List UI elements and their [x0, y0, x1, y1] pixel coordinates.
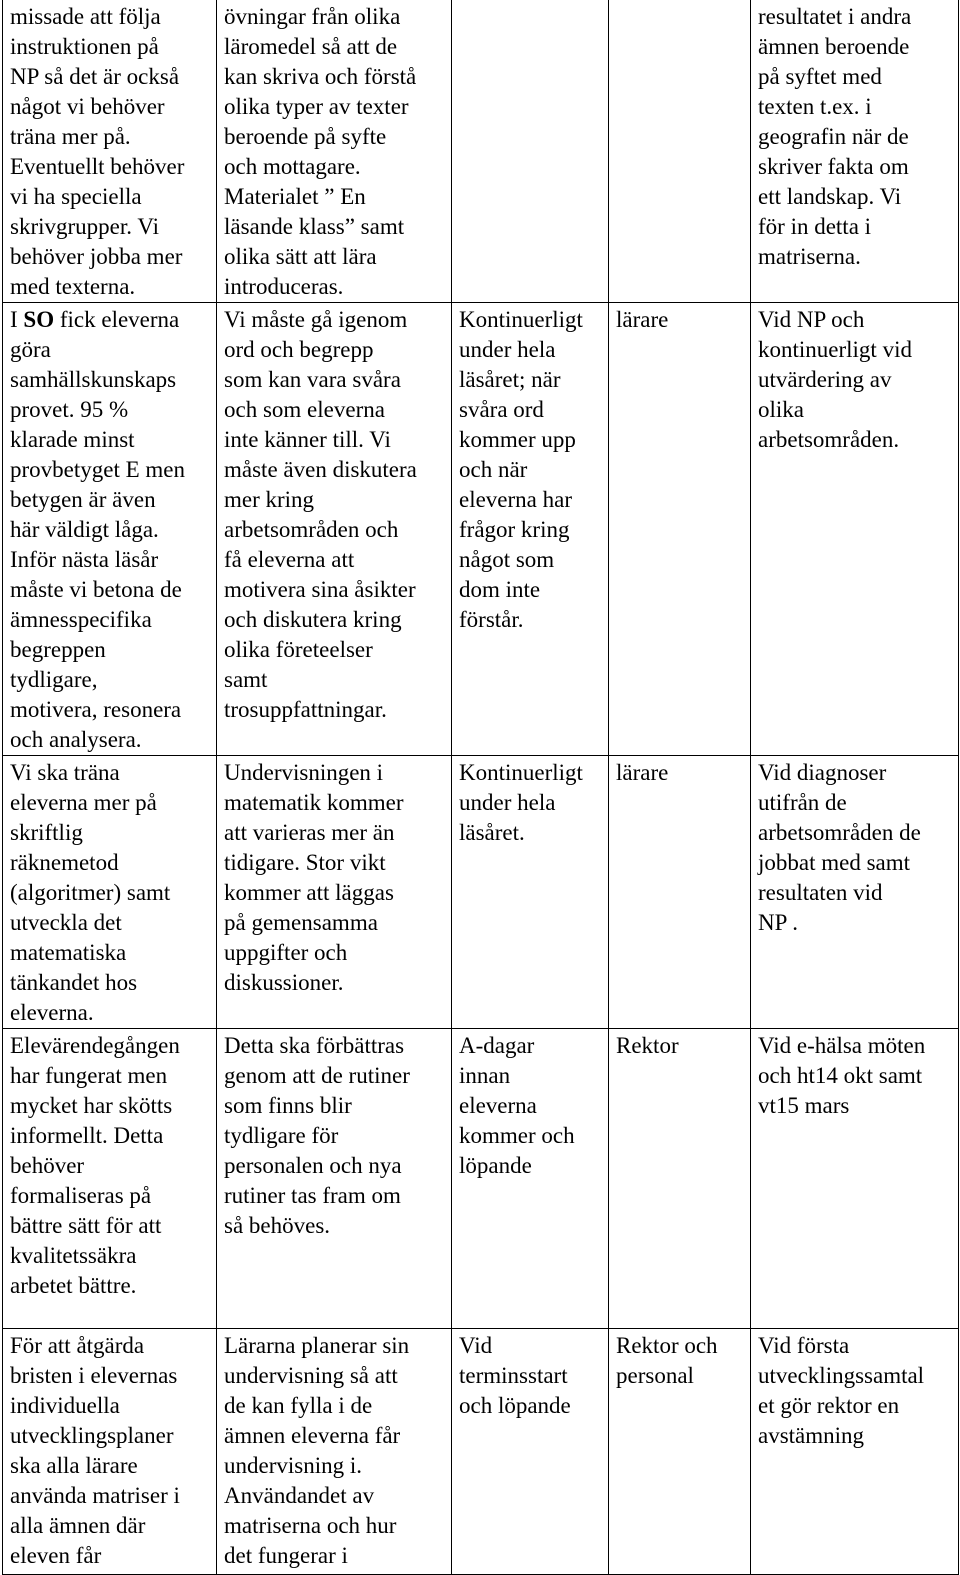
cell-text: lärare	[616, 307, 669, 332]
cell-text: Kontinuerligt under hela läsåret.	[459, 760, 583, 845]
cell-text: A-dagar innan eleverna kommer och löpande	[459, 1033, 575, 1178]
cell-text: Detta ska förbättras genom att de rutiner som finns blir tydligare för personalen och nya rutiner tas fram om så behöves.	[224, 1033, 410, 1238]
cell-text: Vi ska träna eleverna mer på skriftlig räknemetod (algoritmer) samt utveckla det matematiska tänkandet hos eleverna.	[10, 760, 171, 1025]
cell-text	[10, 305, 210, 755]
cell-text: Vid NP och kontinuerligt vid utvärdering av olika arbetsområden.	[758, 307, 912, 452]
table-cell	[3, 756, 217, 1029]
action-plan-table	[2, 0, 959, 1575]
table-cell	[3, 0, 217, 303]
table-cell	[452, 1329, 609, 1575]
table-cell	[609, 1329, 751, 1575]
cell-text: Elevärendegången har fungerat men mycket har skötts informellt. Detta behöver formaliseras på bättre sätt för att kvalitetssäkra arbetet bättre.	[10, 1033, 180, 1298]
cell-text: missade att följa instruktionen på NP så det är också något vi behöver träna mer på. Eventuellt behöver vi ha speciella skrivgrupper. Vi behöver jobba mer med texterna.	[10, 4, 185, 299]
cell-text: lärare	[616, 760, 669, 785]
table-cell	[217, 756, 452, 1029]
table-row	[3, 303, 959, 756]
table-cell	[3, 1029, 217, 1329]
table-row	[3, 1329, 959, 1575]
table-cell	[751, 756, 959, 1029]
table-row	[3, 1029, 959, 1329]
table-cell	[3, 303, 217, 756]
table-cell	[3, 1329, 217, 1575]
cell-text: Lärarna planerar sin undervisning så att de kan fylla i de ämnen eleverna får undervisning i. Användandet av matriserna och hur det fungerar i	[224, 1333, 410, 1568]
table-cell	[452, 1029, 609, 1329]
cell-text: Vid första utvecklingssamtal et gör rektor en avstämning	[758, 1333, 925, 1448]
table-cell	[452, 0, 609, 303]
cell-text: Kontinuerligt under hela läsåret; när svåra ord kommer upp och när eleverna har frågor kring något som dom inte förstår.	[459, 307, 583, 632]
cell-text: Vi måste gå igenom ord och begrepp som kan vara svåra och som eleverna inte känner till. Vi måste även diskutera mer kring arbetsområden och få eleverna att motivera sina åsikter och diskutera kring olika företeelser samt trosuppfattningar.	[224, 307, 417, 722]
cell-text: övningar från olika läromedel så att de kan skriva och förstå olika typer av texter beroende på syfte och mottagare. Materialet ” En läsande klass” samt olika sätt att lära introduceras.	[224, 4, 417, 299]
cell-text: Vid diagnoser utifrån de arbetsområden de jobbat med samt resultaten vid NP .	[758, 760, 921, 935]
cell-text: Rektor	[616, 1033, 679, 1058]
table-cell	[452, 303, 609, 756]
cell-text-suffix: fick eleverna göra samhällskunskaps provet. 95 % klarade minst provbetyget E men betygen är även här väldigt låga. Inför nästa läsår måste vi betona de ämnesspecifika begreppen tydligare, motivera, resonera och analysera.	[10, 307, 186, 752]
table-cell	[609, 1029, 751, 1329]
cell-text: resultatet i andra ämnen beroende på syftet med texten t.ex. i geografin när de skriver fakta om ett landskap. Vi för in detta i matriserna.	[758, 4, 912, 269]
table-cell	[609, 0, 751, 303]
table-cell	[609, 756, 751, 1029]
table-cell	[751, 0, 959, 303]
table-row	[3, 756, 959, 1029]
cell-text: Rektor och personal	[616, 1333, 718, 1388]
table-row	[3, 0, 959, 303]
table-cell	[217, 303, 452, 756]
cell-text: Vid e-hälsa möten och ht14 okt samt vt15 mars	[758, 1033, 926, 1118]
cell-text-prefix: I	[10, 307, 24, 332]
table-cell	[452, 756, 609, 1029]
table-cell	[217, 1329, 452, 1575]
table-cell	[751, 1329, 959, 1575]
cell-text: För att åtgärda bristen i elevernas individuella utvecklingsplaner ska alla lärare använda matriser i alla ämnen där eleven får	[10, 1333, 180, 1568]
subject-so-label: SO	[23, 307, 55, 332]
cell-text: Undervisningen i matematik kommer att varieras mer än tidigare. Stor vikt kommer att läggas på gemensamma uppgifter och diskussioner.	[224, 760, 404, 995]
cell-text: Vid terminsstart och löpande	[459, 1333, 571, 1418]
table-cell	[751, 1029, 959, 1329]
table-cell	[217, 0, 452, 303]
table-cell	[217, 1029, 452, 1329]
table-cell	[751, 303, 959, 756]
table-cell	[609, 303, 751, 756]
